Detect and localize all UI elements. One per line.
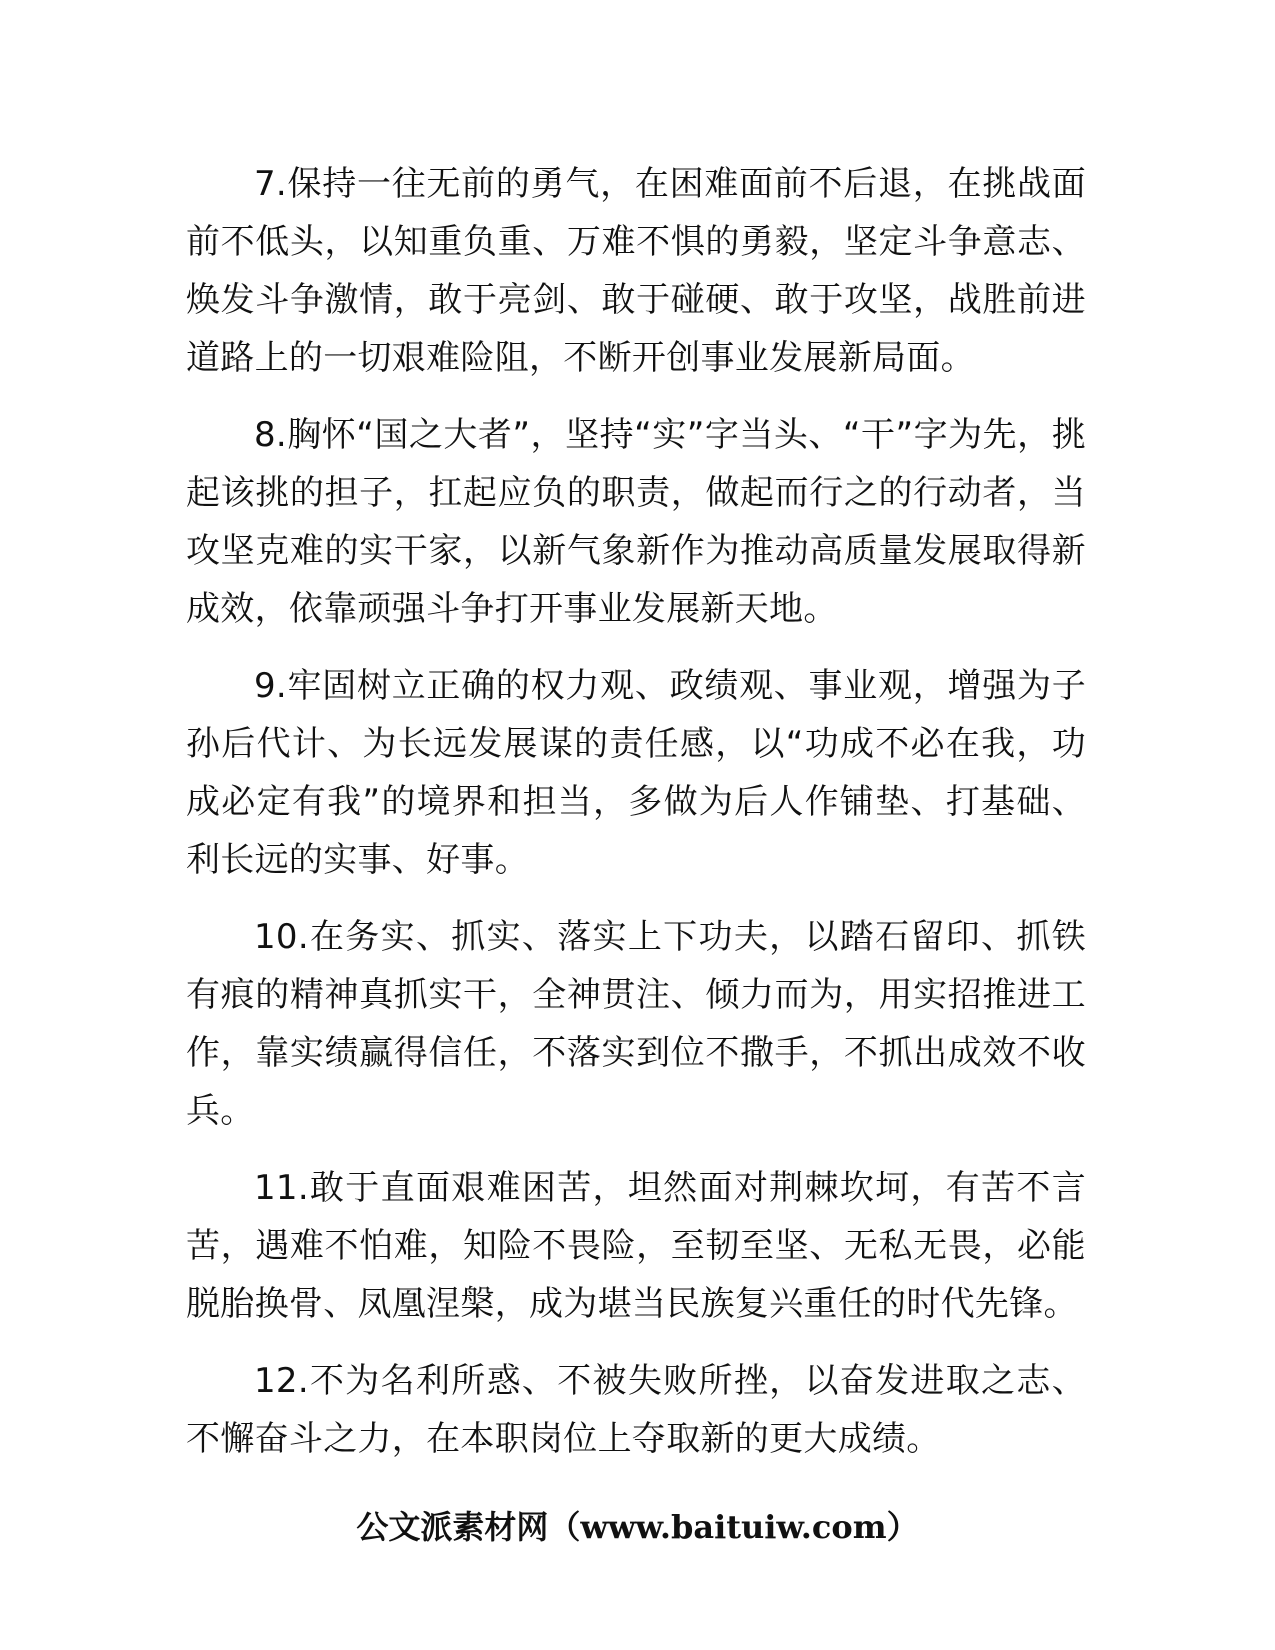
- paragraph-9: 9.牢固树立正确的权力观、政绩观、事业观，增强为子孙后代计、为长远发展谋的责任感，以“功成不必在我，功成必定有我”的境界和担当，多做为后人作铺垫、打基础、利长远的实事、好事。: [186, 666, 1086, 880]
- page-footer: 公文派素材网（www.baituiw.com）: [356, 1508, 919, 1546]
- document-body: [186, 155, 1086, 1487]
- paragraph-12: 12.不为名利所惑、不被失败所挫，以奋发进取之志、不懈奋斗之力，在本职岗位上夺取新的更大成绩。: [186, 1361, 1086, 1459]
- paragraph-11: 11.敢于直面艰难困苦，坦然面对荆棘坎坷，有苦不言苦，遇难不怕难，知险不畏险，至韧至坚、无私无畏，必能脱胎换骨、凤凰涅槃，成为堪当民族复兴重任的时代先锋。: [186, 1168, 1086, 1324]
- paragraph-7: 7.保持一往无前的勇气，在困难面前不后退，在挑战面前不低头，以知重负重、万难不惧的勇毅，坚定斗争意志、焕发斗争激情，敢于亮剑、敢于碰硬、敢于攻坚，战胜前进道路上的一切艰难险阻，不断开创事业发展新局面。: [186, 164, 1086, 378]
- paragraph-10: 10.在务实、抓实、落实上下功夫，以踏石留印、抓铁有痕的精神真抓实干，全神贯注、倾力而为，用实招推进工作，靠实绩赢得信任，不落实到位不撒手，不抓出成效不收兵。: [186, 917, 1086, 1131]
- paragraph-8: 8.胸怀“国之大者”，坚持“实”字当头、“干”字为先，挑起该挑的担子，扛起应负的职责，做起而行之的行动者，当攻坚克难的实干家，以新气象新作为推动高质量发展取得新成效，依靠顽强斗争打开事业发展新天地。: [186, 415, 1086, 629]
